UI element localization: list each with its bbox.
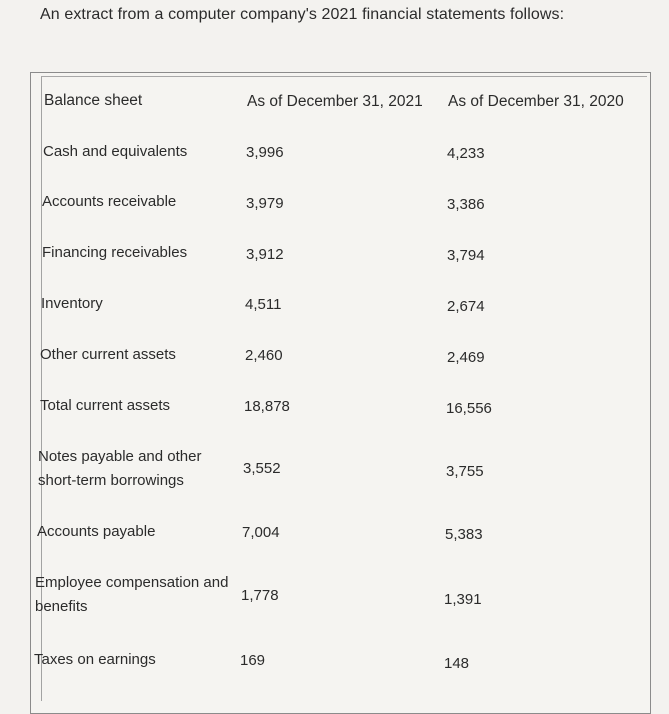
header-2021: As of December 31, 2021 bbox=[247, 93, 423, 110]
table-cell-2021: 4,511 bbox=[245, 296, 282, 313]
table-row-label: Financing receivables bbox=[42, 244, 188, 261]
header-2020: As of December 31, 2020 bbox=[448, 93, 624, 110]
table-row-label: Employee compensation and benefits bbox=[35, 574, 229, 615]
table-cell-2020: 4,233 bbox=[447, 145, 485, 162]
table-row-label: Accounts payable bbox=[37, 523, 156, 540]
table-row-label: Total current assets bbox=[40, 397, 171, 414]
table-row-label: Accounts receivable bbox=[42, 193, 177, 210]
header-balance-sheet: Balance sheet bbox=[44, 92, 143, 109]
table-cell-2020: 2,674 bbox=[447, 298, 485, 315]
table-cell-2020: 3,386 bbox=[447, 196, 485, 213]
table-cell-2021: 3,912 bbox=[246, 246, 284, 263]
table-cell-2020: 148 bbox=[444, 655, 470, 672]
table-row-label: Notes payable and other short-term borrowings bbox=[38, 448, 202, 489]
table-cell-2021: 7,004 bbox=[242, 524, 280, 541]
table-cell-2020: 16,556 bbox=[446, 400, 492, 417]
table-cell-2021: 18,878 bbox=[244, 398, 290, 415]
table-row-label: Other current assets bbox=[40, 346, 176, 363]
table-cell-2021: 2,460 bbox=[245, 347, 283, 364]
table-cell-2021: 169 bbox=[240, 652, 266, 669]
table-cell-2021: 3,552 bbox=[243, 460, 281, 477]
table-cell-2021: 3,996 bbox=[246, 144, 284, 161]
table-cell-2020: 5,383 bbox=[445, 526, 483, 543]
table-row-label: Inventory bbox=[41, 295, 103, 312]
table-cell-2020: 1,391 bbox=[444, 591, 482, 608]
table-cell-2020: 3,755 bbox=[446, 463, 484, 480]
table-cell-2021: 1,778 bbox=[241, 587, 279, 604]
table-row-label: Cash and equivalents bbox=[43, 143, 188, 160]
table-cell-2020: 2,469 bbox=[447, 349, 485, 366]
table-cell-2021: 3,979 bbox=[246, 195, 284, 212]
table-cell-2020: 3,794 bbox=[447, 247, 485, 264]
table-row-label: Taxes on earnings bbox=[34, 651, 156, 668]
intro-text: An extract from a computer company's 2021 financial statements follows: bbox=[40, 6, 565, 23]
